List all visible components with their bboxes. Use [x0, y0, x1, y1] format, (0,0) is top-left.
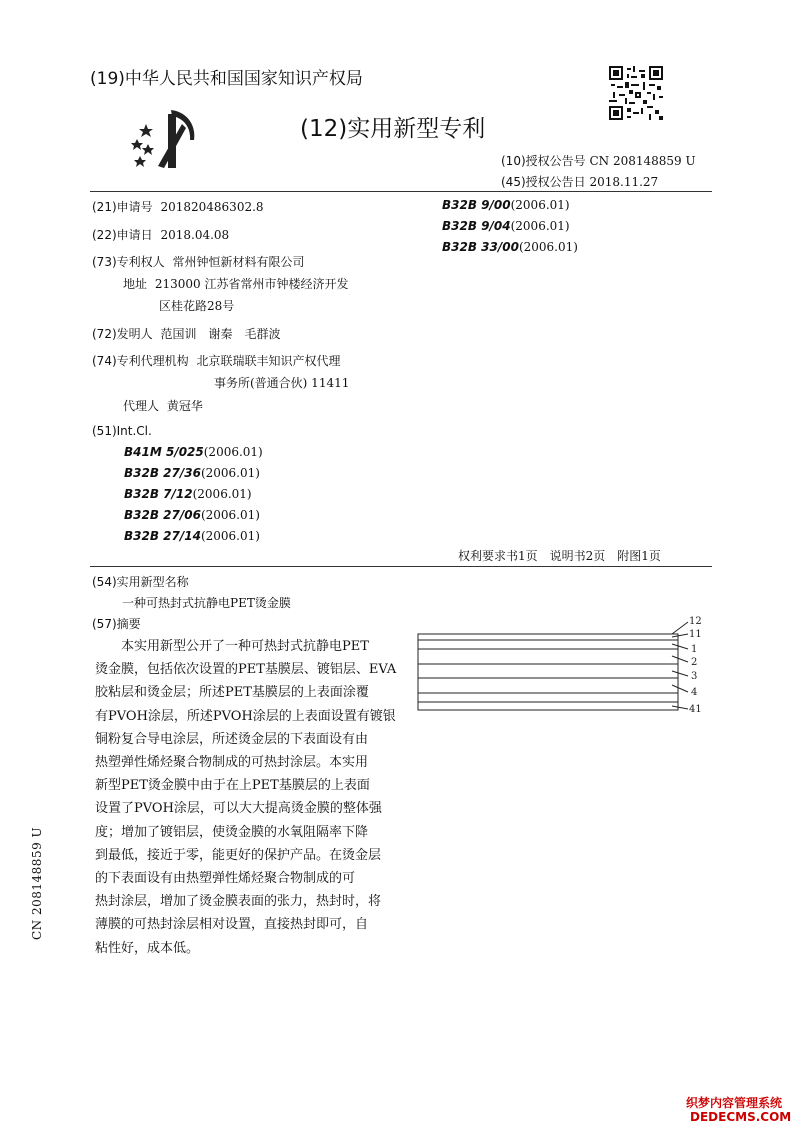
patent-agency: (74)专利代理机构 北京联瑞联丰知识产权代理 — [92, 354, 341, 368]
abstract-line: 到最低，接近于零，能更好的保护产品。在烫金层 — [95, 847, 382, 863]
abstract-line: 烫金膜，包括依次设置的PET基膜层、镀铝层、EVA — [95, 662, 397, 678]
abstract-line: 热封涂层，增加了烫金膜表面的张力，热封时，将 — [95, 894, 382, 910]
leader-line — [672, 671, 688, 676]
leader-line — [672, 706, 688, 709]
abstract-line: 的下表面设有由热塑弹性烯烃聚合物制成的可 — [95, 871, 356, 887]
header-divider — [90, 191, 712, 192]
figure-label: 3 — [691, 671, 698, 682]
abstract-line: 粘性好，成本低。 — [95, 940, 200, 956]
figure-label: 4 — [691, 687, 698, 698]
abstract-line: 热塑弹性烯烃聚合物制成的可热封涂层。本实用 — [95, 755, 369, 771]
figure-label: 1 — [691, 644, 698, 655]
ipc-code: B32B 27/14(2006.01) — [124, 529, 260, 543]
ipc-code: B32B 9/00(2006.01) — [442, 198, 570, 212]
qr-code — [609, 66, 663, 120]
patent-agency-line2: 事务所(普通合伙) 11411 — [214, 376, 350, 390]
ipc-code: B32B 33/00(2006.01) — [442, 240, 578, 254]
ipc-code: B32B 27/06(2006.01) — [124, 508, 260, 522]
abstract-line: 设置了PVOH涂层，可以大大提高烫金膜的整体强 — [95, 801, 382, 817]
figure-label: 41 — [689, 704, 702, 715]
publication-date-value: 2018.11.27 — [589, 175, 659, 189]
int-cl-label: (51)Int.Cl. — [92, 424, 152, 438]
figure-label: 12 — [689, 616, 702, 627]
leader-line — [672, 656, 688, 662]
abstract-line: 新型PET烫金膜中由于在上PET基膜层的上表面 — [95, 778, 370, 794]
document-type-title: (12)实用新型专利 — [300, 116, 486, 142]
film-outline — [418, 634, 678, 710]
leader-line — [672, 685, 688, 692]
leader-line — [672, 622, 688, 634]
patentee: (73)专利权人 常州钟恒新材料有限公司 — [92, 255, 305, 269]
ipc-code: B32B 27/36(2006.01) — [124, 466, 260, 480]
page-counts: 权利要求书1页 说明书2页 附图1页 — [458, 549, 661, 563]
office-heading: (19)中华人民共和国国家知识产权局 — [90, 69, 363, 89]
address: 地址 213000 江苏省常州市钟楼经济开发 — [123, 277, 349, 291]
publication-number-value: CN 208148859 U — [589, 154, 696, 168]
publication-number — [501, 152, 696, 169]
application-date: (22)申请日 2018.04.08 — [92, 228, 230, 242]
ipc-code: B32B 9/04(2006.01) — [442, 219, 570, 233]
watermark-title: 织梦内容管理系统 — [686, 1096, 783, 1110]
abstract-label: (57)摘要 — [92, 617, 141, 631]
abstract-line: 铜粉复合导电涂层，所述烫金层的下表面设有由 — [95, 731, 369, 747]
publication-date — [501, 173, 658, 190]
inventors: (72)发明人 范国训 谢秦 毛群波 — [92, 327, 281, 341]
utility-model-name-label: (54)实用新型名称 — [92, 575, 189, 589]
publication-date-label: (45)授权公告日 — [501, 175, 586, 189]
ipc-code: B41M 5/025(2006.01) — [124, 445, 263, 459]
abstract-line: 有PVOH涂层，所述PVOH涂层的上表面设置有镀银 — [95, 708, 396, 724]
abstract-line: 度；增加了镀铝层，使烫金膜的水氧阻隔率下降 — [95, 824, 369, 840]
abstract-text — [95, 635, 397, 960]
cnipa-logo — [128, 106, 218, 176]
address-line2: 区桂花路28号 — [159, 299, 235, 313]
ipc-code: B32B 7/12(2006.01) — [124, 487, 252, 501]
abstract-line: 本实用新型公开了一种可热封式抗静电PET — [121, 639, 369, 654]
utility-model-name: 一种可热封式抗静电PET烫金膜 — [122, 596, 291, 610]
leader-line — [672, 644, 688, 649]
side-publication-number: CN 208148859 U — [30, 826, 44, 940]
abstract-line: 薄膜的可热封涂层相对设置，直接热封即可，自 — [95, 917, 369, 933]
layer-structure-figure — [410, 612, 710, 722]
publication-number-label: (10)授权公告号 — [501, 154, 586, 168]
abstract-line: 胶粘层和烫金层；所述PET基膜层的上表面涂覆 — [95, 685, 369, 701]
biblio-divider — [90, 566, 712, 567]
figure-label: 11 — [689, 629, 702, 640]
application-number: (21)申请号 201820486302.8 — [92, 200, 264, 214]
watermark-domain: DEDECMS.COM — [690, 1110, 792, 1124]
agent: 代理人 黄冠华 — [123, 399, 203, 413]
figure-label: 2 — [691, 657, 698, 668]
